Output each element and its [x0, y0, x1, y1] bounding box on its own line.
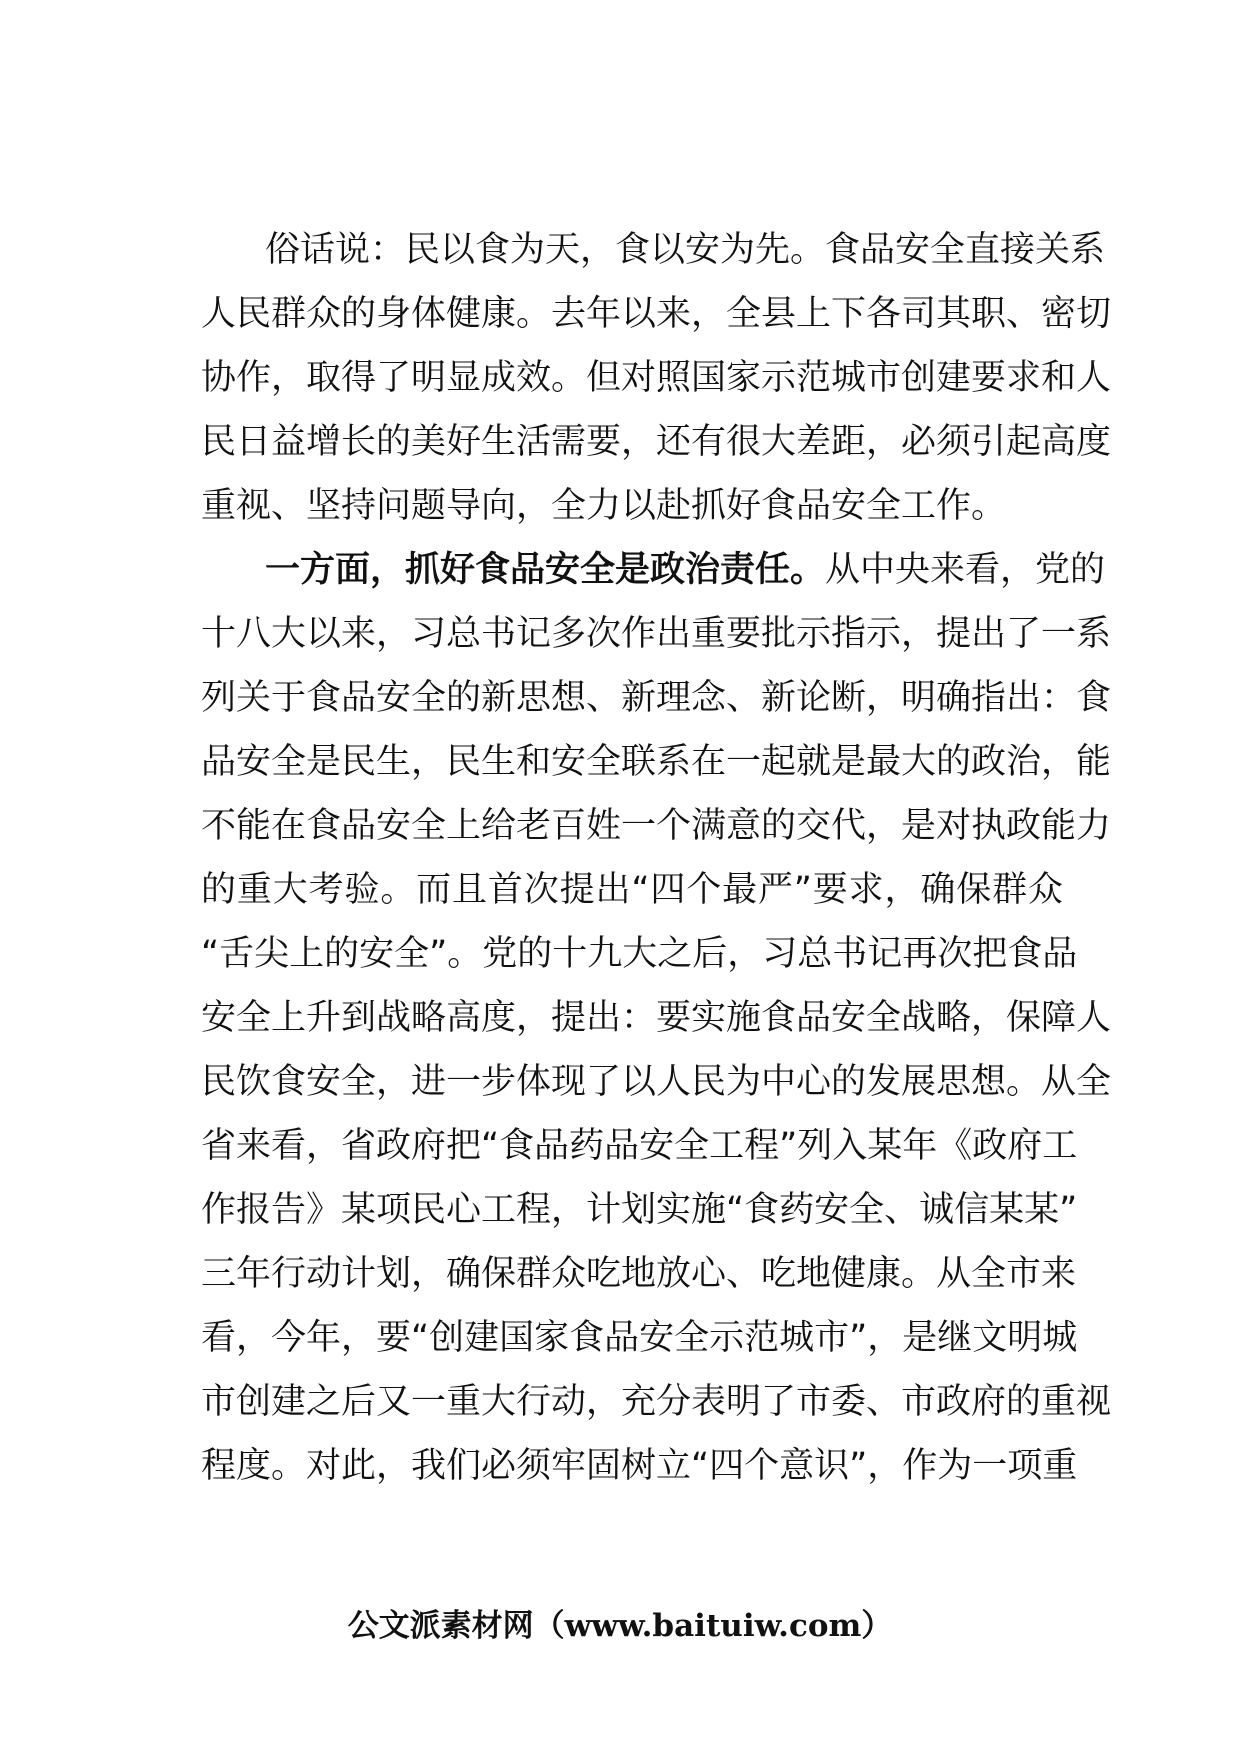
paragraph-2-line-9: 民饮食安全，进一步体现了以人民为中心的发展思想。从全 [201, 1062, 1112, 1102]
footer-source-text: 公文派素材网（www.baituiw.com） [347, 1608, 893, 1644]
paragraph-1-line-2: 人民群众的身体健康。去年以来，全县上下各司其职、密切 [201, 294, 1112, 334]
paragraph-2-line-14: 市创建之后又一重大行动，充分表明了市委、市政府的重视 [201, 1382, 1112, 1422]
paragraph-2-line-15: 程度。对此，我们必须牢固树立“四个意识”，作为一项重 [201, 1446, 1078, 1486]
paragraph-2-line-10: 省来看，省政府把“食品药品安全工程”列入某年《政府工 [201, 1126, 1078, 1166]
paragraph-2-line-1-rest: 从中央来看，党的 [825, 550, 1106, 590]
paragraph-2-line-12: 三年行动计划，确保群众吃地放心、吃地健康。从全市来 [201, 1254, 1077, 1294]
paragraph-1-line-5: 重视、坚持问题导向，全力以赴抓好食品安全工作。 [201, 486, 1007, 526]
paragraph-2-line-2: 十八大以来，习总书记多次作出重要批示指示，提出了一系 [201, 614, 1112, 654]
paragraph-2-line-6: 的重大考验。而且首次提出“四个最严”要求，确保群众 [201, 870, 1063, 910]
paragraph-2-line-3: 列关于食品安全的新思想、新理念、新论断，明确指出：食 [201, 678, 1112, 718]
paragraph-2-line-13: 看，今年，要“创建国家食品安全示范城市”，是继文明城 [201, 1318, 1078, 1358]
paragraph-2-line-11: 作报告》某项民心工程，计划实施“食药安全、诚信某某” [201, 1190, 1078, 1230]
paragraph-2-line-4: 品安全是民生，民生和安全联系在一起就是最大的政治，能 [201, 742, 1112, 782]
paragraph-2-line-8: 安全上升到战略高度，提出：要实施食品安全战略，保障人 [201, 998, 1112, 1038]
paragraph-1-line-3: 协作，取得了明显成效。但对照国家示范城市创建要求和人 [201, 358, 1112, 398]
paragraph-2-line-7: “舌尖上的安全”。党的十九大之后，习总书记再次把食品 [201, 934, 1078, 974]
paragraph-2-line-5: 不能在食品安全上给老百姓一个满意的交代，是对执政能力 [201, 806, 1112, 846]
paragraph-1-line-4: 民日益增长的美好生活需要，还有很大差距，必须引起高度 [201, 422, 1112, 462]
paragraph-2-heading: 一方面，抓好食品安全是政治责任。 [265, 550, 826, 590]
paragraph-2-line-1 [201, 538, 1106, 602]
document-body [201, 218, 1112, 1498]
paragraph-1-line-1: 俗话说：民以食为天，食以安为先。食品安全直接关系 [265, 230, 1106, 270]
